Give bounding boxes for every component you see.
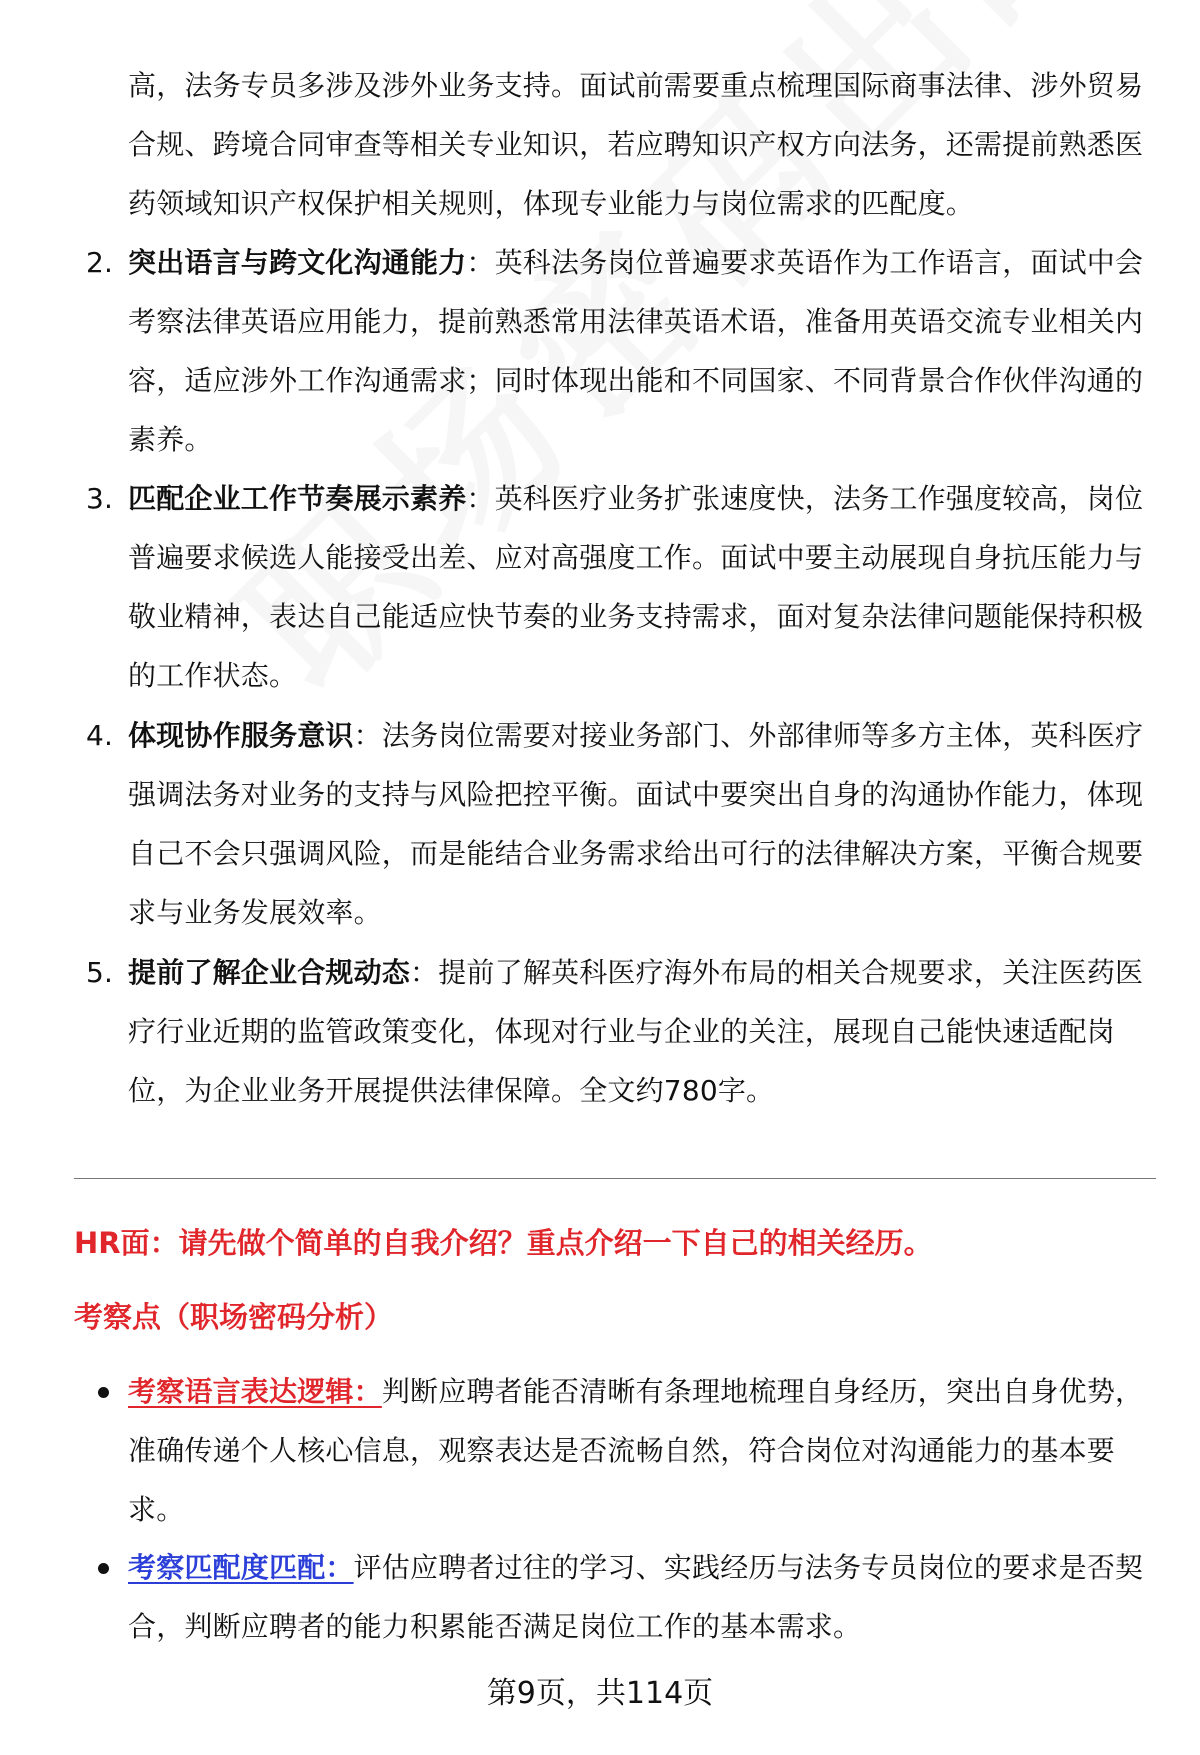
list-text: ：提前了解英科医疗海外布局的相关合规要求，关注医药医疗行业近期的监管政策变化，体现对行业与企业的关注，展现自己能快速适配岗位，为企业业务开展提供法律保障。全文约780字。 (128, 956, 1144, 1107)
list-item-4 (86, 706, 1148, 942)
bullet-lead: 考察匹配度匹配： (128, 1551, 354, 1584)
list-body (128, 469, 1148, 705)
list-text: ：法务岗位需要对接业务部门、外部律师等多方主体，英科医疗强调法务对业务的支持与风险把控平衡。面试中要突出自身的沟通协作能力，体现自己不会只强调风险，而是能结合业务需求给出可行的法律解决方案，平衡合规要求与业务发展效率。 (128, 719, 1144, 929)
list-number: 4. (86, 719, 114, 752)
bullet-icon (96, 1538, 128, 1656)
list-body (128, 943, 1148, 1120)
list-item-3 (86, 469, 1148, 705)
bullet-text: 判断应聘者能否清晰有条理地梳理自身经历，突出自身优势，准确传递个人核心信息，观察表达是否流畅自然，符合岗位对沟通能力的基本要求。 (128, 1375, 1144, 1526)
intro-paragraph: 高，法务专员多涉及涉外业务支持。面试前需要重点梳理国际商事法律、涉外贸易合规、跨境合同审查等相关专业知识，若应聘知识产权方向法务，还需提前熟悉医药领域知识产权保护相关规则，体现专业能力与岗位需求的匹配度。 (128, 69, 1144, 220)
hr-question-heading: HR面：请先做个简单的自我介绍？重点介绍一下自己的相关经历。 (74, 1226, 933, 1260)
list-lead: 匹配企业工作节奏展示素养 (128, 482, 467, 515)
bullet-text: 评估应聘者过往的学习、实践经历与法务专员岗位的要求是否契合，判断应聘者的能力积累能否满足岗位工作的基本需求。 (128, 1551, 1144, 1643)
list-lead: 突出语言与跨文化沟通能力 (128, 246, 467, 279)
bullet-body (128, 1538, 1148, 1656)
list-number: 5. (86, 956, 114, 989)
bullet-item-language (96, 1362, 1148, 1539)
page-footer: 第9页，共114页 (486, 1676, 714, 1711)
list-number: 3. (86, 482, 114, 515)
bullet-lead: 考察语言表达逻辑： (128, 1375, 382, 1408)
list-lead: 体现协作服务意识 (128, 719, 354, 752)
section-title: 考察点（职场密码分析） (74, 1300, 394, 1334)
list-lead: 提前了解企业合规动态 (128, 956, 411, 989)
list-body (128, 233, 1148, 469)
list-body (128, 706, 1148, 942)
bullet-icon (96, 1362, 128, 1539)
section-divider (74, 1178, 1156, 1179)
list-number: 2. (86, 246, 114, 279)
list-item-2 (86, 233, 1148, 469)
list-text: ：英科医疗业务扩张速度快，法务工作强度较高，岗位普遍要求候选人能接受出差、应对高强度工作。面试中要主动展现自身抗压能力与敬业精神，表达自己能适应快节奏的业务支持需求，面对复杂法律问题能保持积极的工作状态。 (128, 482, 1144, 692)
list-text: ：英科法务岗位普遍要求英语作为工作语言，面试中会考察法律英语应用能力，提前熟悉常用法律英语术语，准备用英语交流专业相关内容，适应涉外工作沟通需求；同时体现出能和不同国家、不同背景合作伙伴沟通的素养。 (128, 246, 1144, 456)
bullet-body (128, 1362, 1148, 1539)
bullet-item-match (96, 1538, 1148, 1656)
list-item-5 (86, 943, 1148, 1120)
